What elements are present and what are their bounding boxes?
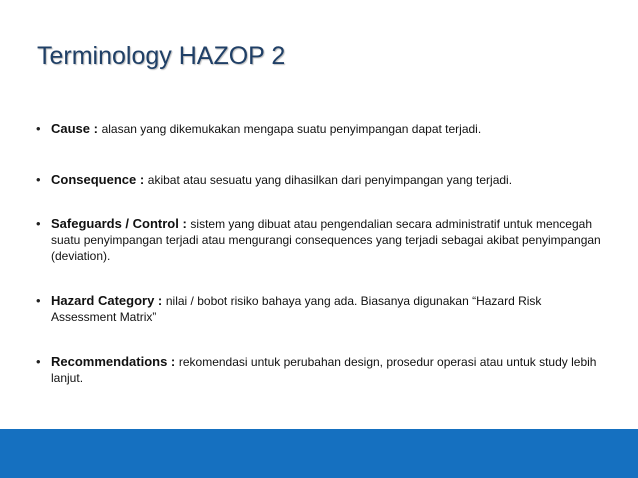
term-description: akibat atau sesuatu yang dihasilkan dari penyimpangan yang terjadi. [147,173,513,187]
term-label: Hazard Category : [51,293,166,308]
term-label: Cause : [51,121,102,136]
list-item-text [51,172,601,188]
bullet-icon: • [36,354,41,369]
term-description: alasan yang dikemukakan mengapa suatu penyimpangan dapat terjadi. [101,122,482,136]
footer-bar [0,429,638,478]
term-description: sistem yang dibuat atau pengendalian secara administratif untuk mencegah suatu penyimpangan terjadi atau mengurangi consequences yang terjadi sebagai akibat penyimpangan (deviation). [51,217,601,263]
slide-title: Terminology HAZOP 2 [37,42,286,70]
term-label: Consequence : [51,172,148,187]
term-label: Recommendations : [51,354,179,369]
list-item-text [51,354,601,386]
term-description: rekomendasi untuk perubahan design, prosedur operasi atau untuk study lebih lanjut. [51,355,597,385]
list-item-text [51,121,601,137]
bullet-icon: • [36,216,41,231]
bullet-icon: • [36,121,41,136]
bullet-icon: • [36,172,41,187]
term-label: Safeguards / Control : [51,216,191,231]
list-item-text [51,216,601,264]
bullet-icon: • [36,293,41,308]
term-description: nilai / bobot risiko bahaya yang ada. Biasanya digunakan “Hazard Risk Assessment Matrix” [51,294,542,324]
list-item-text [51,293,601,325]
